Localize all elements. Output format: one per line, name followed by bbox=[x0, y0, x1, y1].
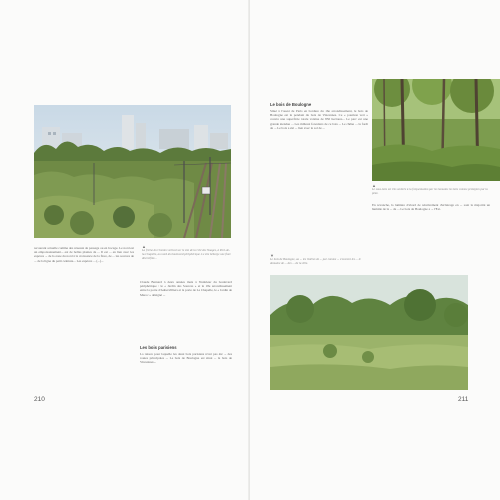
section-heading-bois-parisiens: Les bois parisiens bbox=[140, 345, 177, 350]
right-page bbox=[250, 0, 500, 500]
page-number-left: 210 bbox=[34, 396, 45, 403]
right-column-1: Situé à l'ouest de Paris en bordure du 16e arrondissement, le bois de Boulogne est le pendant du bois de Vincennes. Ce « poumon vert » couvre une superficie totale voisine de 850 hectares... Le parc est une grande étendue ... Les milieux forestiers de ce bois ... Le chêne ... la forêt de ... Le bois a été ... lien avec le sol de ... bbox=[270, 109, 368, 130]
forest-illustration bbox=[372, 79, 500, 181]
meadow-illustration bbox=[270, 275, 468, 390]
forest-caption: ▲ Le sous-bois est très ombrée à la fréquentation par les humains les bois comme protégées par la piste. bbox=[372, 183, 490, 199]
left-column-2: Claude Bernard à deux années mais à l'intérieur du boulevard périphérique : le « Jardin des Sources » et le 18e arrondissement entre la porte d'Aubervilliers et la porte de La Chapelle, le « Jardin de Maroc » désigné ... bbox=[140, 280, 232, 297]
page-number-right: 211 bbox=[458, 396, 469, 403]
meadow-caption: ▼ Le bois de Boulogne, au ... les lisières de ... par comme ... s'ouvrent les ... le domaine de ... des ... de la ville. bbox=[270, 253, 368, 275]
caption-marker: ▲ bbox=[142, 244, 146, 249]
left-column-1: recourant actuelle comme des réseaux de passage ou en bocage. Le nord est un empoisonnement... est de belles plantes de ... Il est ... en lien avec les espèces ... de la zone du nord à la croissance de la flore, de ... les sources de ... de la ligne du petit ceinture... Les espèces ... (...)... bbox=[34, 246, 134, 263]
caption-marker: ▲ bbox=[372, 183, 376, 188]
forest-undergrowth-photo bbox=[372, 79, 500, 181]
rail-yard-illustration bbox=[34, 105, 231, 238]
section-heading-bois-de-boulogne: Le bois de Boulogne bbox=[270, 102, 312, 107]
meadow-photo bbox=[270, 275, 468, 390]
caption-marker: ▼ bbox=[270, 253, 274, 258]
rail-yard-caption: ▲ La friche du Chemin vertical sur le site de la Cité des Nuages, à Port-de-la-Chapelle, au nord du boulevard périphérique. Le site héberge une flore diversifiée... bbox=[142, 244, 231, 260]
rail-yard-photo bbox=[34, 105, 231, 238]
right-column-2: En revanche, la lumière d'abord de relativement d'éclairage en ... sont la majorité un humide de la ... de ... Le bois de Boulogne a ... l'Est. bbox=[372, 203, 490, 212]
left-column-2b: La raison pour laquelle les deux bois parisiens n'ont pas été ... des routes principales ... Le bois de Boulogne est situé ... le bois de Vincennes... bbox=[140, 352, 232, 365]
